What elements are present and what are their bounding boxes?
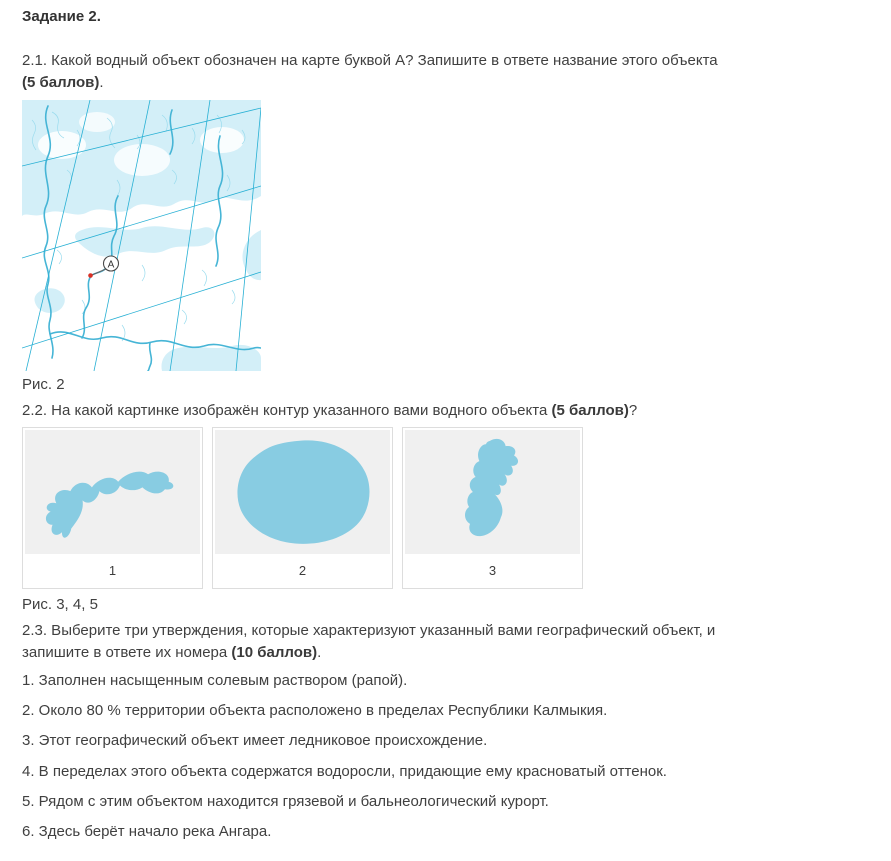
- contour-option-3-label: 3: [488, 562, 497, 578]
- question-2-3-text: 2.3. Выберите три утверждения, которые характеризуют указанный вами географический объект, и запишите в ответе их номера: [22, 622, 716, 661]
- figure-caption-contours: Рис. 3, 4, 5: [22, 596, 98, 614]
- question-2-1-points: (5 баллов): [22, 73, 100, 91]
- caspian-sea-like-contour-icon: [405, 430, 580, 554]
- question-2-3-tail: .: [317, 644, 322, 661]
- statement-3: 3. Этот географический объект имеет ледниковое происхождение.: [22, 732, 488, 750]
- question-2-1: [22, 50, 727, 94]
- question-2-2: [22, 400, 727, 422]
- question-2-2-tail: ?: [628, 401, 638, 419]
- statement-6: 6. Здесь берёт начало река Ангара.: [22, 823, 272, 840]
- task-title: Задание 2.: [22, 8, 101, 25]
- statement-5: 5. Рядом с этим объектом находится грязевой и бальнеологический курорт.: [22, 792, 549, 810]
- question-2-3-points: (10 баллов): [231, 644, 318, 661]
- topographic-map-image: [22, 100, 261, 371]
- question-2-2-text: 2.2. На какой картинке изображён контур указанного вами водного объекта: [22, 401, 552, 419]
- contour-option-3: [402, 427, 583, 589]
- marker-point-dot: [88, 273, 93, 278]
- question-2-1-tail: .: [99, 73, 104, 91]
- marker-letter: А: [107, 259, 115, 270]
- question-2-2-points: (5 баллов): [551, 401, 629, 419]
- figure-caption-map: Рис. 2: [22, 375, 65, 393]
- map-figure: [22, 100, 261, 371]
- contour-option-2-label: 2: [298, 562, 307, 578]
- contour-option-1-label: 1: [108, 562, 117, 578]
- statement-list: [22, 670, 871, 843]
- question-2-1-text: 2.1. Какой водный объект обозначен на карте буквой А? Запишите в ответе название этого объекта: [22, 52, 718, 69]
- statement-1: 1. Заполнен насыщенным солевым раствором (рапой).: [22, 671, 408, 689]
- statement-2: 2. Около 80 % территории объекта расположено в пределах Республики Калмыкия.: [22, 702, 608, 719]
- contour-options: [22, 427, 871, 589]
- round-lake-contour-icon: [215, 430, 390, 554]
- irregular-branched-lake-contour-icon: [25, 430, 200, 554]
- contour-option-1: [22, 427, 203, 589]
- statement-4: 4. В переделах этого объекта содержатся водоросли, придающие ему красноватый оттенок.: [22, 762, 667, 780]
- question-2-3: [22, 620, 727, 664]
- contour-option-2: [212, 427, 393, 589]
